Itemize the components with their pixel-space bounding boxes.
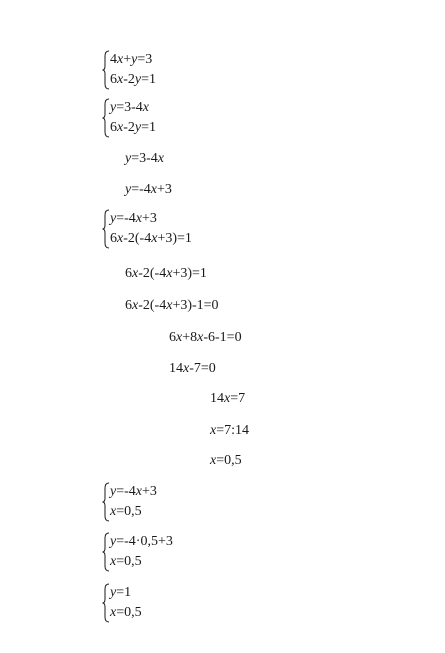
system-equation-1: y=-4x+3 [110,484,157,499]
step-line: 14x=7 [210,391,246,406]
step-line: 6x-2(-4x+3)=1 [125,266,207,281]
system-equation-2: x=0,5 [110,605,142,620]
left-brace-icon [102,98,110,138]
step-line: y=-4x+3 [125,182,172,197]
system-equation-1: y=-4x+3 [110,211,157,226]
system-equation-1: y=-4·0,5+3 [110,534,173,549]
step-line: x=0,5 [210,453,242,468]
step-line: x=7:14 [210,423,250,438]
left-brace-icon [102,532,110,572]
system-equation-1: y=1 [110,585,132,600]
left-brace-icon [102,482,110,522]
system-equation-2: x=0,5 [110,504,142,519]
system-equation-2: 6x-2(-4x+3)=1 [110,231,192,246]
left-brace-icon [102,50,110,90]
step-line: 6x+8x-6-1=0 [169,330,242,345]
step-line: 14x-7=0 [169,361,216,376]
system-equation-2: 6x-2y=1 [110,120,157,135]
left-brace-icon [102,583,110,623]
system-equation-1: 4x+y=3 [110,52,153,67]
step-line: 6x-2(-4x+3)-1=0 [125,298,219,313]
step-line: y=3-4x [125,151,164,166]
system-equation-1: y=3-4x [110,100,149,115]
system-equation-2: 6x-2y=1 [110,72,157,87]
system-equation-2: x=0,5 [110,554,142,569]
left-brace-icon [102,209,110,249]
